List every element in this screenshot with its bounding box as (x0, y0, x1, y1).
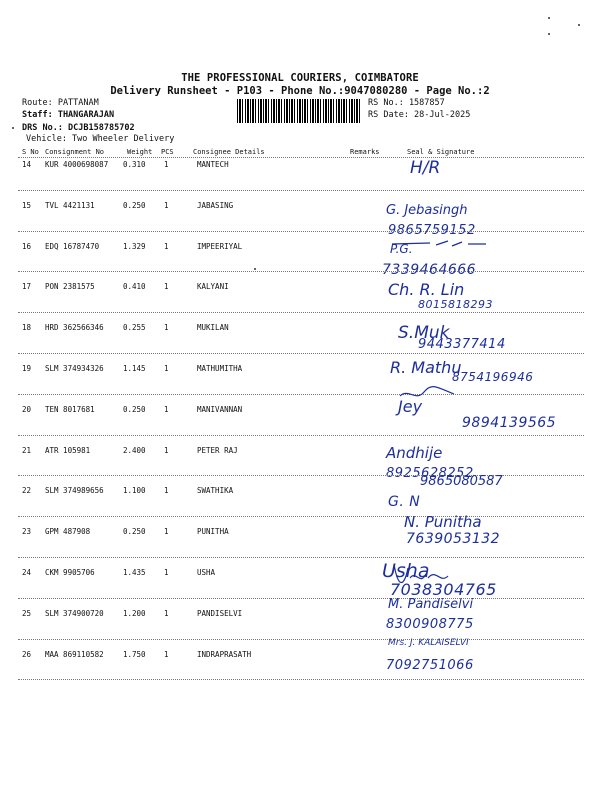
cell-consignee: MATHUMITHA (197, 364, 243, 373)
cell-consignee: MUKILAN (197, 323, 229, 333)
cell-consignee: KALYANI (197, 282, 229, 292)
cell-weight: 0.310 (123, 160, 146, 169)
cell-sno: 23 (22, 527, 32, 537)
handwritten-signature: Ch. R. Lin (388, 280, 465, 300)
handwritten-signature: G. Jebasingh (386, 202, 468, 218)
cell-pcs: 1 (164, 323, 169, 333)
scan-speck (254, 268, 256, 270)
staff-label: Staff: THANGARAJAN (22, 110, 115, 120)
route-label: Route: PATTANAM (22, 98, 99, 108)
row-divider (18, 516, 584, 517)
cell-pcs: 1 (164, 486, 169, 496)
cell-consignee: MANIVANNAN (197, 404, 243, 414)
handwritten-phone: 7639053132 (406, 531, 501, 548)
handwritten-signature: Jey (398, 396, 423, 416)
scan-speck (548, 17, 550, 19)
cell-pcs: 1 (164, 568, 169, 577)
cell-pcs: 1 (164, 364, 169, 373)
handwritten-signature: S.Muk (398, 323, 450, 344)
cell-consignee: MANTECH (197, 160, 229, 169)
cell-consignment: SLM 374934326 (45, 364, 104, 373)
cell-weight: 1.145 (123, 364, 146, 373)
row-divider (18, 190, 584, 191)
handwritten-phone: 8015818293 (418, 298, 493, 312)
barcode (237, 99, 361, 123)
cell-pcs: 1 (164, 160, 169, 169)
col-consignment: Consignment No (45, 148, 105, 156)
col-sno: S No (22, 148, 39, 156)
col-remarks: Remarks (350, 148, 380, 156)
company-title: THE PROFESSIONAL COURIERS, COIMBATORE (181, 72, 419, 84)
handwritten-signature: Mrs. J. KALAISELVI (388, 637, 469, 648)
cell-consignee: USHA (197, 568, 216, 577)
cell-weight: 0.250 (123, 527, 146, 537)
row-divider (18, 231, 584, 232)
handwritten-phone: 9865759152 (388, 222, 476, 238)
cell-sno: 25 (22, 608, 32, 618)
row-divider (18, 271, 584, 272)
col-seal-signature: Seal & Signature (407, 148, 475, 156)
cell-weight: 0.410 (123, 282, 146, 292)
cell-weight: 1.200 (123, 608, 146, 618)
cell-consignment: KUR 4000698087 (45, 160, 109, 169)
cell-sno: 17 (22, 282, 32, 292)
cell-weight: 0.255 (123, 323, 146, 333)
scan-speck (12, 127, 14, 129)
cell-sno: 16 (22, 241, 32, 251)
cell-consignment: PON 2381575 (45, 282, 95, 292)
cell-pcs: 1 (164, 527, 169, 537)
handwritten-signature: Andhije (386, 443, 443, 462)
row-divider (18, 394, 584, 395)
handwritten-phone: 7339464666 (382, 261, 477, 278)
cell-sno: 21 (22, 445, 32, 455)
cell-consignee: PUNITHA (197, 527, 229, 537)
cell-consignment: HRD 362566346 (45, 323, 104, 333)
rs-date: RS Date: 28-Jul-2025 (368, 110, 471, 120)
cell-consignment: TVL 4421131 (45, 200, 95, 210)
cell-pcs: 1 (164, 445, 169, 455)
handwritten-signature: Usha (382, 560, 430, 582)
col-consignee: Consignee Details (193, 148, 265, 156)
cell-pcs: 1 (164, 649, 169, 659)
cell-consignment: SLM 374989656 (45, 486, 104, 496)
cell-consignee: PANDISELVI (197, 608, 243, 618)
signature-scribble (390, 560, 450, 590)
handwritten-phone: G. N (388, 494, 421, 511)
cell-consignment: SLM 374900720 (45, 608, 104, 618)
cell-weight: 0.250 (123, 200, 146, 210)
cell-pcs: 1 (164, 404, 169, 414)
row-divider (18, 353, 584, 354)
row-divider (18, 312, 584, 313)
cell-consignment: GPM 487908 (45, 527, 91, 537)
cell-weight: 1.750 (123, 649, 146, 659)
cell-sno: 20 (22, 404, 32, 414)
cell-consignment: ATR 105981 (45, 445, 91, 455)
handwritten-phone: 9894139565 (462, 414, 557, 431)
cell-consignee: INDRAPRASATH (197, 649, 252, 659)
cell-sno: 14 (22, 160, 32, 169)
cell-sno: 19 (22, 364, 32, 373)
cell-sno: 15 (22, 200, 32, 210)
strike-scribble (390, 238, 500, 250)
header-divider (18, 157, 584, 158)
cell-consignment: TEN 8017681 (45, 404, 95, 414)
handwritten-phone: 8754196946 (452, 370, 534, 384)
cell-weight: 0.250 (123, 404, 146, 414)
handwritten-signature: H/R (410, 158, 441, 178)
cell-consignee: IMPEERIYAL (197, 241, 243, 251)
row-divider (18, 679, 584, 680)
row-divider (18, 557, 584, 558)
cell-consignee: SWATHIKA (197, 486, 234, 496)
rs-number: RS No.: 1587857 (368, 98, 445, 108)
handwritten-signature: R. Mathu (390, 358, 462, 377)
handwritten-signature: M. Pandiselvi (388, 596, 474, 612)
drs-number: DRS No.: DCJB158785702 (22, 123, 135, 133)
runsheet-title: Delivery Runsheet - P103 - Phone No.:9047080280 - Page No.:2 (110, 85, 490, 97)
col-weight: Weight (127, 148, 153, 156)
cell-pcs: 1 (164, 282, 169, 292)
cell-weight: 2.400 (123, 445, 146, 455)
handwritten-phone: 7092751066 (386, 657, 474, 673)
handwritten-phone: 8925628252 (386, 465, 474, 481)
cell-consignee: JABASING (197, 200, 234, 210)
scan-speck (578, 24, 580, 26)
signature-scribble (398, 386, 458, 402)
handwritten-phone: 9443377414 (418, 337, 506, 353)
cell-sno: 24 (22, 568, 32, 577)
cell-sno: 26 (22, 649, 32, 659)
cell-pcs: 1 (164, 241, 169, 251)
cell-sno: 18 (22, 323, 32, 333)
handwritten-signature: N. Punitha (404, 513, 482, 532)
cell-pcs: 1 (164, 200, 169, 210)
col-pcs: PCS (161, 148, 174, 156)
handwritten-signature: P.G. (390, 241, 413, 256)
cell-weight: 1.100 (123, 486, 146, 496)
scan-speck (548, 33, 550, 35)
cell-consignment: EDQ 16787470 (45, 241, 100, 251)
vehicle-label: Vehicle: Two Wheeler Delivery (26, 134, 175, 144)
row-divider (18, 598, 584, 599)
row-divider (18, 639, 584, 640)
row-divider (18, 435, 584, 436)
cell-sno: 22 (22, 486, 32, 496)
cell-weight: 1.329 (123, 241, 146, 251)
handwritten-phone: 7038304765 (390, 580, 497, 599)
cell-weight: 1.435 (123, 568, 146, 577)
cell-consignee: PETER RAJ (197, 445, 238, 455)
cell-consignment: CKM 9905706 (45, 568, 95, 577)
handwritten-phone: 8300908775 (386, 616, 474, 632)
cell-consignment: MAA 869110582 (45, 649, 104, 659)
handwritten-signature: 9865080587 (420, 474, 503, 490)
cell-pcs: 1 (164, 608, 169, 618)
